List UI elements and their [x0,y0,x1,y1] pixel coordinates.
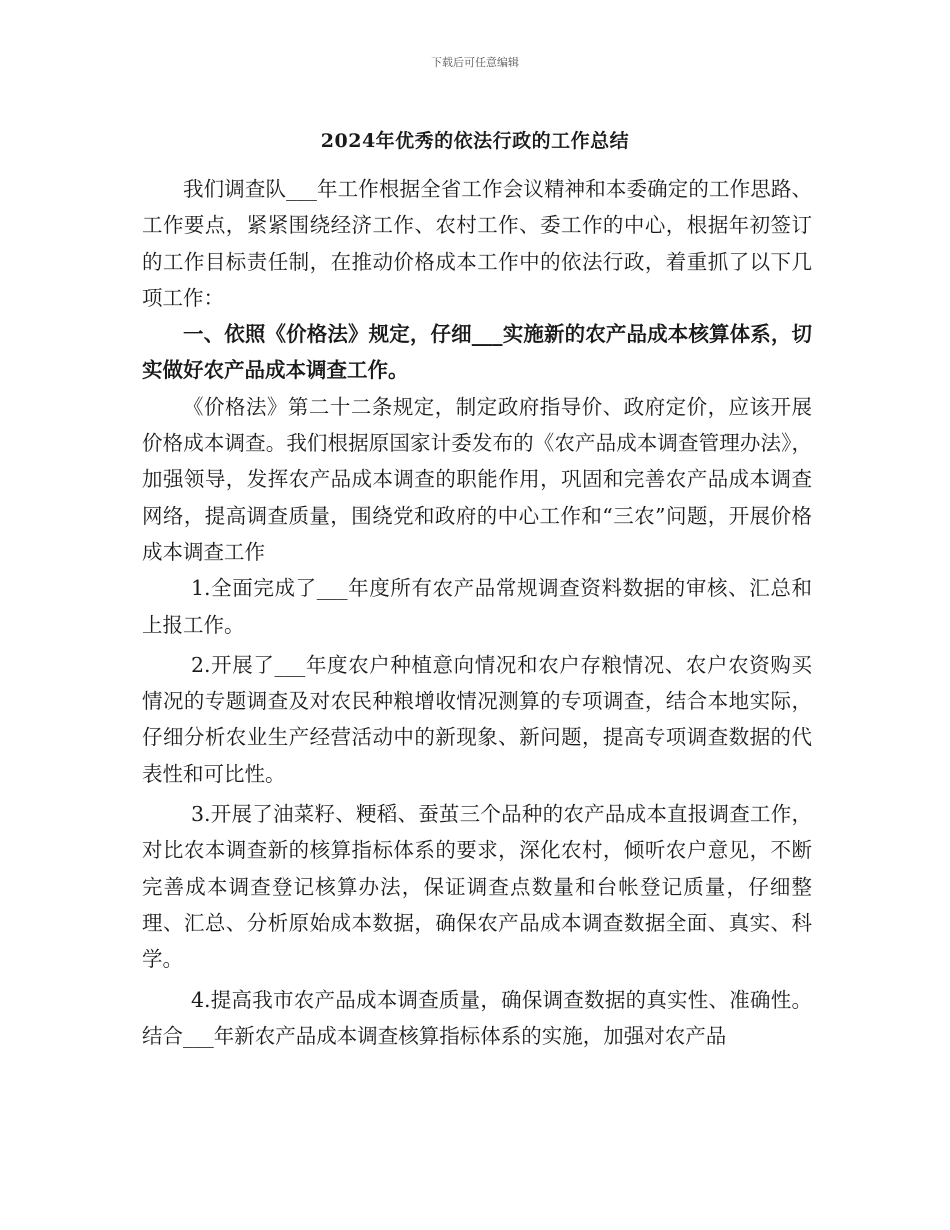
header-note: 下载后可任意编辑 [431,56,519,69]
list-item-2: 2.开展了___年度农户种植意向情况和农户存粮情况、农户农资购买情况的专题调查及对农民种粮增收情况测算的专项调查，结合本地实际，仔细分析农业生产经营活动中的新现象、新问题，提高专项调查数据的代表性和可比性。 [142,652,812,786]
list-item-3: 3.开展了油菜籽、粳稻、蚕茧三个品种的农产品成本直报调查工作，对比农本调查新的核算指标体系的要求，深化农村，倾听农户意见，不断完善成本调查登记核算办法，保证调查点数量和台帐登记质量，仔细整理、汇总、分析原始成本数据，确保农产品成本调查数据全面、真实、科学。 [142,802,812,972]
paragraph-intro: 我们调查队___年工作根据全省工作会议精神和本委确定的工作思路、工作要点，紧紧围绕经济工作、农村工作、委工作的中心，根据年初签订的工作目标责任制，在推动价格成本工作中的依法行政，着重抓了以下几项工作： [142,177,812,310]
section-heading-1: 一、依照《价格法》规定，仔细___实施新的农产品成本核算体系，切实做好农产品成本调查工作。 [142,322,812,383]
list-item-4: 4.提高我市农产品成本调查质量，确保调查数据的真实性、准确性。结合___年新农产品成本调查核算指标体系的实施，加强对农产品 [142,987,812,1048]
document-title: 2024年优秀的依法行政的工作总结 [320,130,630,152]
document-body [142,171,812,1054]
paragraph-price-law: 《价格法》第二十二条规定，制定政府指导价、政府定价，应该开展价格成本调查。我们根据原国家计委发布的《农产品成本调查管理办法》，加强领导，发挥农产品成本调查的职能作用，巩固和完善农产品成本调查网络，提高调查质量，围绕党和政府的中心工作和“三农”问题，开展价格成本调查工作 [142,394,812,564]
list-item-1: 1.全面完成了___年度所有农产品常规调查资料数据的审核、汇总和上报工作。 [142,576,812,637]
